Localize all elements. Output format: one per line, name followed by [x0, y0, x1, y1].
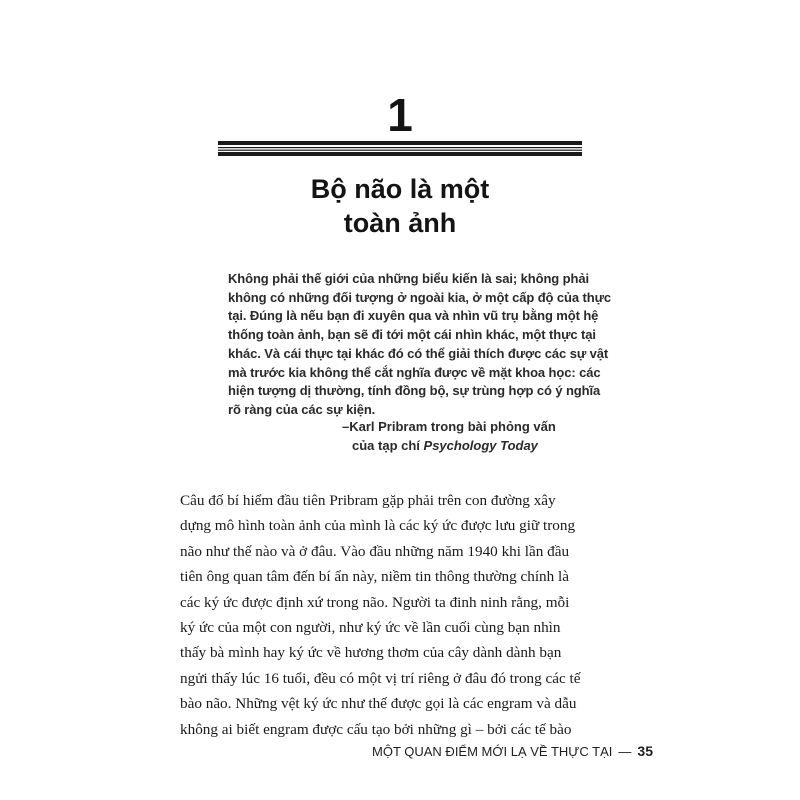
running-footer — [372, 743, 653, 760]
epigraph-line: rõ ràng của các sự kiện. — [228, 401, 376, 417]
chapter-number: 1 — [387, 89, 413, 141]
attribution-source-prefix: của tạp chí — [352, 438, 424, 453]
epigraph-line: khác. Và cái thực tại khác đó có thể giải thích được các sự vật — [228, 345, 609, 361]
footer-dash: — — [618, 744, 632, 759]
epigraph-quote — [228, 270, 612, 420]
body-line: dựng mô hình toàn ảnh của mình là các ký ức được lưu giữ trong — [180, 517, 576, 535]
body-line: não như thế nào và ở đâu. Vào đầu những năm 1940 khi lần đầu — [180, 542, 570, 560]
page-number: 35 — [637, 743, 653, 759]
epigraph-line: mà trước kia không thể cắt nghĩa được về mặt khoa học: các — [228, 364, 601, 380]
body-line: thấy bà mình hay ký ức về hương thơm của cây dành dành bạn — [180, 644, 562, 662]
chapter-title-line: toàn ảnh — [343, 208, 457, 238]
chapter-title — [200, 172, 600, 240]
body-line: Câu đố bí hiểm đầu tiên Pribram gặp phải trên con đường xây — [180, 492, 556, 509]
body-line: ngửi thấy lúc 16 tuổi, đều có một vị trí riêng ở đâu đó trong các tế — [180, 669, 581, 687]
attribution-source-title: Psychology Today — [423, 438, 538, 453]
chapter-title-line: Bộ não là một — [310, 174, 490, 204]
body-line: bào não. Những vệt ký ức như thế được gọi là các engram và dẫu — [180, 695, 577, 713]
epigraph-line: thống toàn ảnh, bạn sẽ đi tới một cái nhìn khác, một thực tại — [228, 327, 596, 343]
running-head: MỘT QUAN ĐIỂM MỚI LẠ VỀ THỰC TẠI — [372, 744, 613, 759]
attribution-line: –Karl Pribram trong bài phỏng vấn — [342, 419, 556, 434]
body-line: tiên ông quan tâm đến bí ẩn này, niềm tin thông thường chính là — [180, 568, 569, 586]
body-paragraph — [180, 488, 622, 742]
epigraph-line: hiện tượng dị thường, tính đồng bộ, sự trùng hợp có ý nghĩa — [228, 383, 601, 399]
epigraph-line: tại. Đúng là nếu bạn đi xuyên qua và nhìn vũ trụ bằng một hệ — [228, 308, 599, 324]
epigraph-line: không có những đối tượng ở ngoài kia, ở một cấp độ của thực — [228, 289, 612, 305]
attribution-line — [342, 436, 592, 455]
epigraph-attribution — [342, 417, 592, 455]
body-line: không ai biết engram được cấu tạo bởi những gì – bởi các tế bào — [180, 720, 572, 738]
body-line: các ký ức được định xứ trong não. Người ta đinh ninh rằng, mỗi — [180, 593, 570, 611]
epigraph-line: Không phải thế giới của những biểu kiến là sai; không phải — [228, 271, 589, 286]
chapter-rule-divider — [218, 141, 582, 157]
body-line: ký ức của một con người, như ký ức về lần cuối cùng bạn nhìn — [180, 619, 561, 637]
